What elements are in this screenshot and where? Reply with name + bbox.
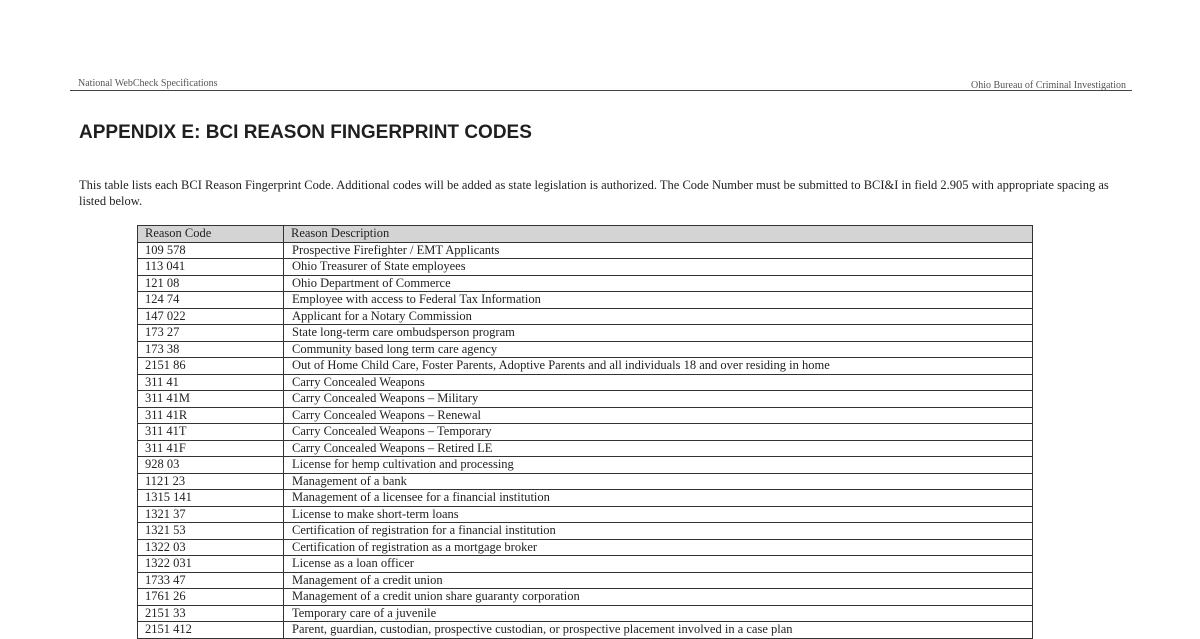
reason-code-cell: 311 41T	[138, 424, 284, 441]
reason-code-cell: 1121 23	[138, 473, 284, 490]
reason-description-cell: License for hemp cultivation and processing	[284, 457, 1033, 474]
reason-code-cell: 2151 33	[138, 605, 284, 622]
table-row	[138, 424, 1033, 441]
reason-description-cell: Carry Concealed Weapons – Renewal	[284, 407, 1033, 424]
table-row	[138, 589, 1033, 606]
reason-code-cell: 1315 141	[138, 490, 284, 507]
table-row	[138, 358, 1033, 375]
reason-code-cell: 311 41F	[138, 440, 284, 457]
reason-description-cell: State long-term care ombudsperson program	[284, 325, 1033, 342]
reason-code-cell: 1733 47	[138, 572, 284, 589]
reason-description-cell: Applicant for a Notary Commission	[284, 308, 1033, 325]
reason-code-cell: 124 74	[138, 292, 284, 309]
reason-description-cell: Carry Concealed Weapons – Temporary	[284, 424, 1033, 441]
reason-description-cell: Out of Home Child Care, Foster Parents, Adoptive Parents and all individuals 18 and over residing in home	[284, 358, 1033, 375]
reason-description-cell: Management of a licensee for a financial institution	[284, 490, 1033, 507]
reason-description-cell: License to make short-term loans	[284, 506, 1033, 523]
reason-code-cell: 109 578	[138, 242, 284, 259]
reason-code-cell: 121 08	[138, 275, 284, 292]
table-row	[138, 242, 1033, 259]
table-row	[138, 407, 1033, 424]
reason-code-cell: 173 27	[138, 325, 284, 342]
table-row	[138, 374, 1033, 391]
table-row	[138, 605, 1033, 622]
intro-paragraph: This table lists each BCI Reason Fingerprint Code. Additional codes will be added as state legislation is authorized. The Code Number must be submitted to BCI&I in field 2.905 with appropriate spacing as listed below.	[79, 178, 1109, 208]
table-row	[138, 259, 1033, 276]
table-body	[138, 242, 1033, 638]
reason-description-cell: Ohio Treasurer of State employees	[284, 259, 1033, 276]
reason-description-cell: Temporary care of a juvenile	[284, 605, 1033, 622]
table-row	[138, 506, 1033, 523]
reason-description-cell: Carry Concealed Weapons – Retired LE	[284, 440, 1033, 457]
reason-description-cell: Parent, guardian, custodian, prospective custodian, or prospective placement involved in a case plan	[284, 622, 1033, 639]
reason-code-cell: 1322 03	[138, 539, 284, 556]
header-rule	[70, 90, 1132, 91]
table-row	[138, 341, 1033, 358]
reason-description-cell: License as a loan officer	[284, 556, 1033, 573]
reason-code-cell: 1322 031	[138, 556, 284, 573]
reason-code-cell: 1321 37	[138, 506, 284, 523]
reason-code-cell: 2151 412	[138, 622, 284, 639]
reason-code-cell: 147 022	[138, 308, 284, 325]
header-left-text: National WebCheck Specifications	[78, 78, 218, 89]
reason-description-cell: Carry Concealed Weapons – Military	[284, 391, 1033, 408]
table-row	[138, 556, 1033, 573]
reason-code-cell: 1321 53	[138, 523, 284, 540]
reason-code-cell: 311 41	[138, 374, 284, 391]
table-row	[138, 539, 1033, 556]
reason-code-cell: 1761 26	[138, 589, 284, 606]
reason-description-cell: Ohio Department of Commerce	[284, 275, 1033, 292]
reason-description-cell: Community based long term care agency	[284, 341, 1033, 358]
table-row	[138, 292, 1033, 309]
table-row	[138, 391, 1033, 408]
reason-description-cell: Management of a bank	[284, 473, 1033, 490]
table-row	[138, 457, 1033, 474]
reason-code-cell: 311 41M	[138, 391, 284, 408]
reason-description-cell: Prospective Firefighter / EMT Applicants	[284, 242, 1033, 259]
reason-code-cell: 2151 86	[138, 358, 284, 375]
table-row	[138, 523, 1033, 540]
header-right-text: Ohio Bureau of Criminal Investigation	[971, 80, 1126, 91]
reason-description-cell: Employee with access to Federal Tax Information	[284, 292, 1033, 309]
reason-description-cell: Certification of registration for a financial institution	[284, 523, 1033, 540]
table-header-row	[138, 226, 1033, 243]
reason-description-cell: Certification of registration as a mortgage broker	[284, 539, 1033, 556]
reason-description-cell: Management of a credit union	[284, 572, 1033, 589]
reason-code-cell: 311 41R	[138, 407, 284, 424]
table-row	[138, 325, 1033, 342]
page-title: APPENDIX E: BCI REASON FINGERPRINT CODES	[79, 122, 532, 143]
reason-code-cell: 928 03	[138, 457, 284, 474]
reason-description-cell: Management of a credit union share guaranty corporation	[284, 589, 1033, 606]
reason-code-cell: 113 041	[138, 259, 284, 276]
column-header-reason-code: Reason Code	[138, 226, 284, 243]
table-row	[138, 440, 1033, 457]
reason-code-cell: 173 38	[138, 341, 284, 358]
table-row	[138, 572, 1033, 589]
table-row	[138, 308, 1033, 325]
column-header-reason-description: Reason Description	[284, 226, 1033, 243]
reason-code-table	[137, 225, 1033, 639]
table-row	[138, 275, 1033, 292]
table-row	[138, 490, 1033, 507]
reason-description-cell: Carry Concealed Weapons	[284, 374, 1033, 391]
table-row	[138, 473, 1033, 490]
